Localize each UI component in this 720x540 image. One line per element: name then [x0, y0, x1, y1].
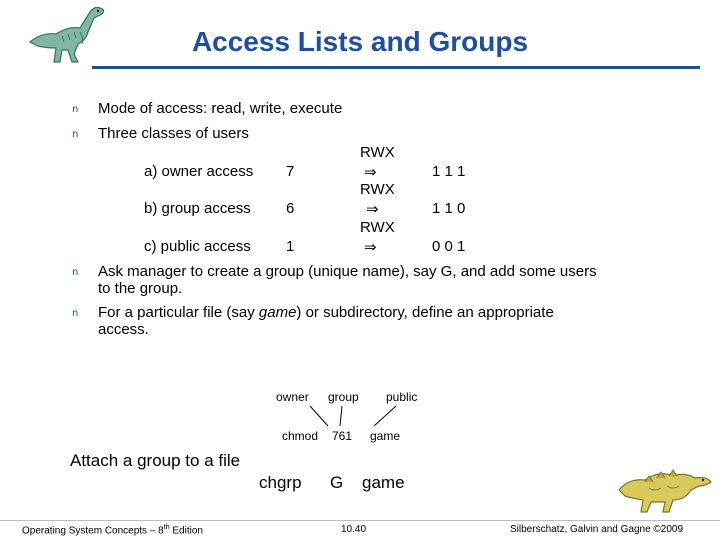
bullet-particular-file-line2: access. — [98, 321, 149, 338]
figure-header-owner: owner — [276, 390, 309, 404]
footer-rule — [0, 520, 720, 521]
title-underline — [92, 66, 700, 69]
implies-arrow: ⇒ — [364, 239, 377, 256]
chgrp-command: chgrp — [259, 473, 302, 492]
public-access-label: c) public access — [144, 238, 251, 255]
footer-copyright: Silberschatz, Galvin and Gagne ©2009 — [510, 524, 684, 535]
owner-access-value: 7 — [286, 163, 295, 180]
chmod-file: game — [370, 429, 401, 443]
rwx-header: RWX — [360, 219, 395, 236]
chgrp-group: G — [330, 473, 344, 492]
bullet-marker: n — [72, 129, 79, 140]
bullet-marker: n — [72, 308, 79, 319]
bullet-mode-of-access: Mode of access: read, write, execute — [98, 100, 343, 117]
public-access-value: 1 — [286, 238, 295, 255]
bullet-ask-manager-line2: to the group. — [98, 280, 183, 297]
implies-arrow: ⇒ — [366, 201, 379, 218]
figure-header-public: public — [386, 390, 418, 404]
footer-page-number: 10.40 — [341, 524, 367, 535]
attach-group-label: Attach a group to a file — [70, 451, 241, 470]
bullet-ask-manager-line1: Ask manager to create a group (unique name), say G, and add some users — [98, 263, 597, 280]
owner-access-bits: 1 1 1 — [432, 163, 466, 180]
group-access-value: 6 — [286, 200, 295, 217]
dinosaur-bottom-icon — [615, 460, 715, 518]
rwx-header: RWX — [360, 144, 395, 161]
bullet-three-classes: Three classes of users — [98, 125, 249, 142]
figure-connector-lines — [270, 400, 430, 430]
implies-arrow: ⇒ — [364, 164, 377, 181]
owner-access-label: a) owner access — [144, 163, 254, 180]
public-access-bits: 0 0 1 — [432, 238, 466, 255]
bullet-marker: n — [72, 267, 79, 278]
chgrp-file: game — [362, 473, 405, 492]
figure-header-group: group — [328, 390, 359, 404]
game-emphasis: game — [258, 304, 297, 321]
chmod-command: chmod — [282, 429, 319, 443]
group-access-label: b) group access — [144, 200, 251, 217]
bullet-particular-file-line1: For a particular file (say game) or subdirectory, define an appropriate — [98, 304, 554, 321]
bullet-marker: n — [72, 104, 79, 115]
slide-title: Access Lists and Groups — [191, 26, 529, 57]
chmod-mode: 761 — [332, 429, 353, 443]
rwx-header: RWX — [360, 181, 395, 198]
footer-course: Operating System Concepts – 8th Edition — [22, 524, 203, 537]
group-access-bits: 1 1 0 — [432, 200, 466, 217]
